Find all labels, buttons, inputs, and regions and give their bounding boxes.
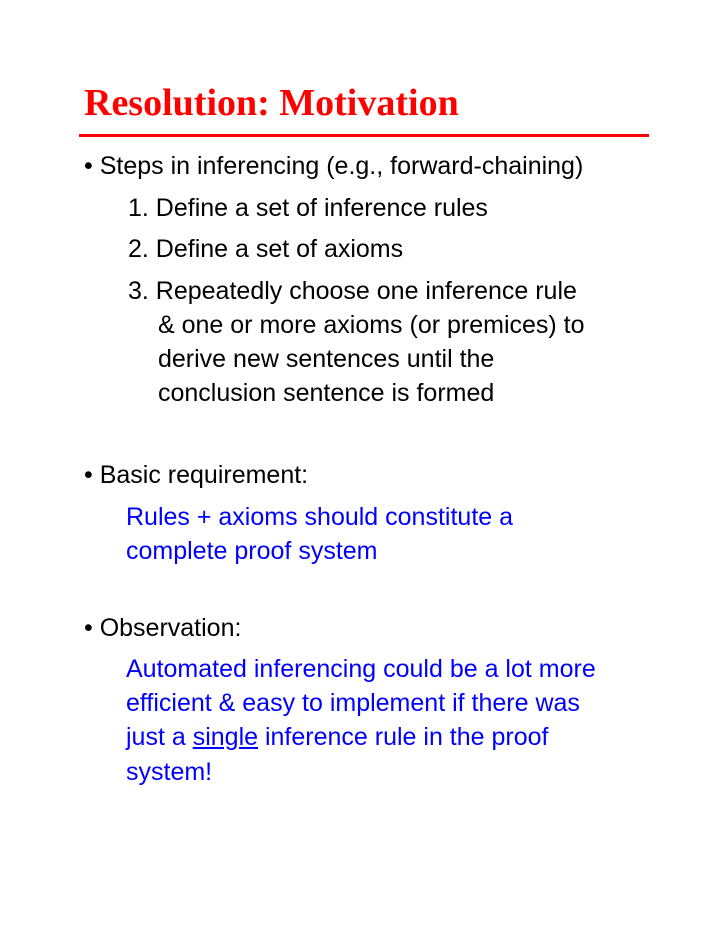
step-3-line-2: & one or more axioms (or premices) to (158, 311, 585, 339)
step-3-line-4: conclusion sentence is formed (158, 379, 495, 407)
requirement-text-line-1: Rules + axioms should constitute a (126, 503, 514, 531)
step-3-line-3: derive new sentences until the (158, 345, 495, 373)
bullet-steps-in-inferencing: • Steps in inferencing (e.g., forward-chaining) (84, 152, 584, 180)
observation-text-line-4: system! (126, 758, 213, 786)
observation-line-3-suffix: inference rule in the proof (258, 723, 549, 751)
title-underline-divider (79, 134, 649, 137)
bullet-observation: • Observation: (84, 614, 242, 642)
step-1: 1. Define a set of inference rules (128, 194, 488, 222)
step-2: 2. Define a set of axioms (128, 235, 404, 263)
observation-text-line-1: Automated inferencing could be a lot more (126, 655, 596, 683)
page-title: Resolution: Motivation (84, 82, 459, 124)
requirement-text-line-2: complete proof system (126, 537, 378, 565)
emphasis-single-word: single (192, 723, 259, 751)
bullet-basic-requirement: • Basic requirement: (84, 461, 309, 489)
observation-text-line-3 (126, 721, 549, 753)
step-3: 3. Repeatedly choose one inference rule (128, 277, 577, 305)
observation-line-3-prefix: just a (126, 723, 193, 751)
observation-text-line-2: efficient & easy to implement if there was (126, 689, 580, 717)
